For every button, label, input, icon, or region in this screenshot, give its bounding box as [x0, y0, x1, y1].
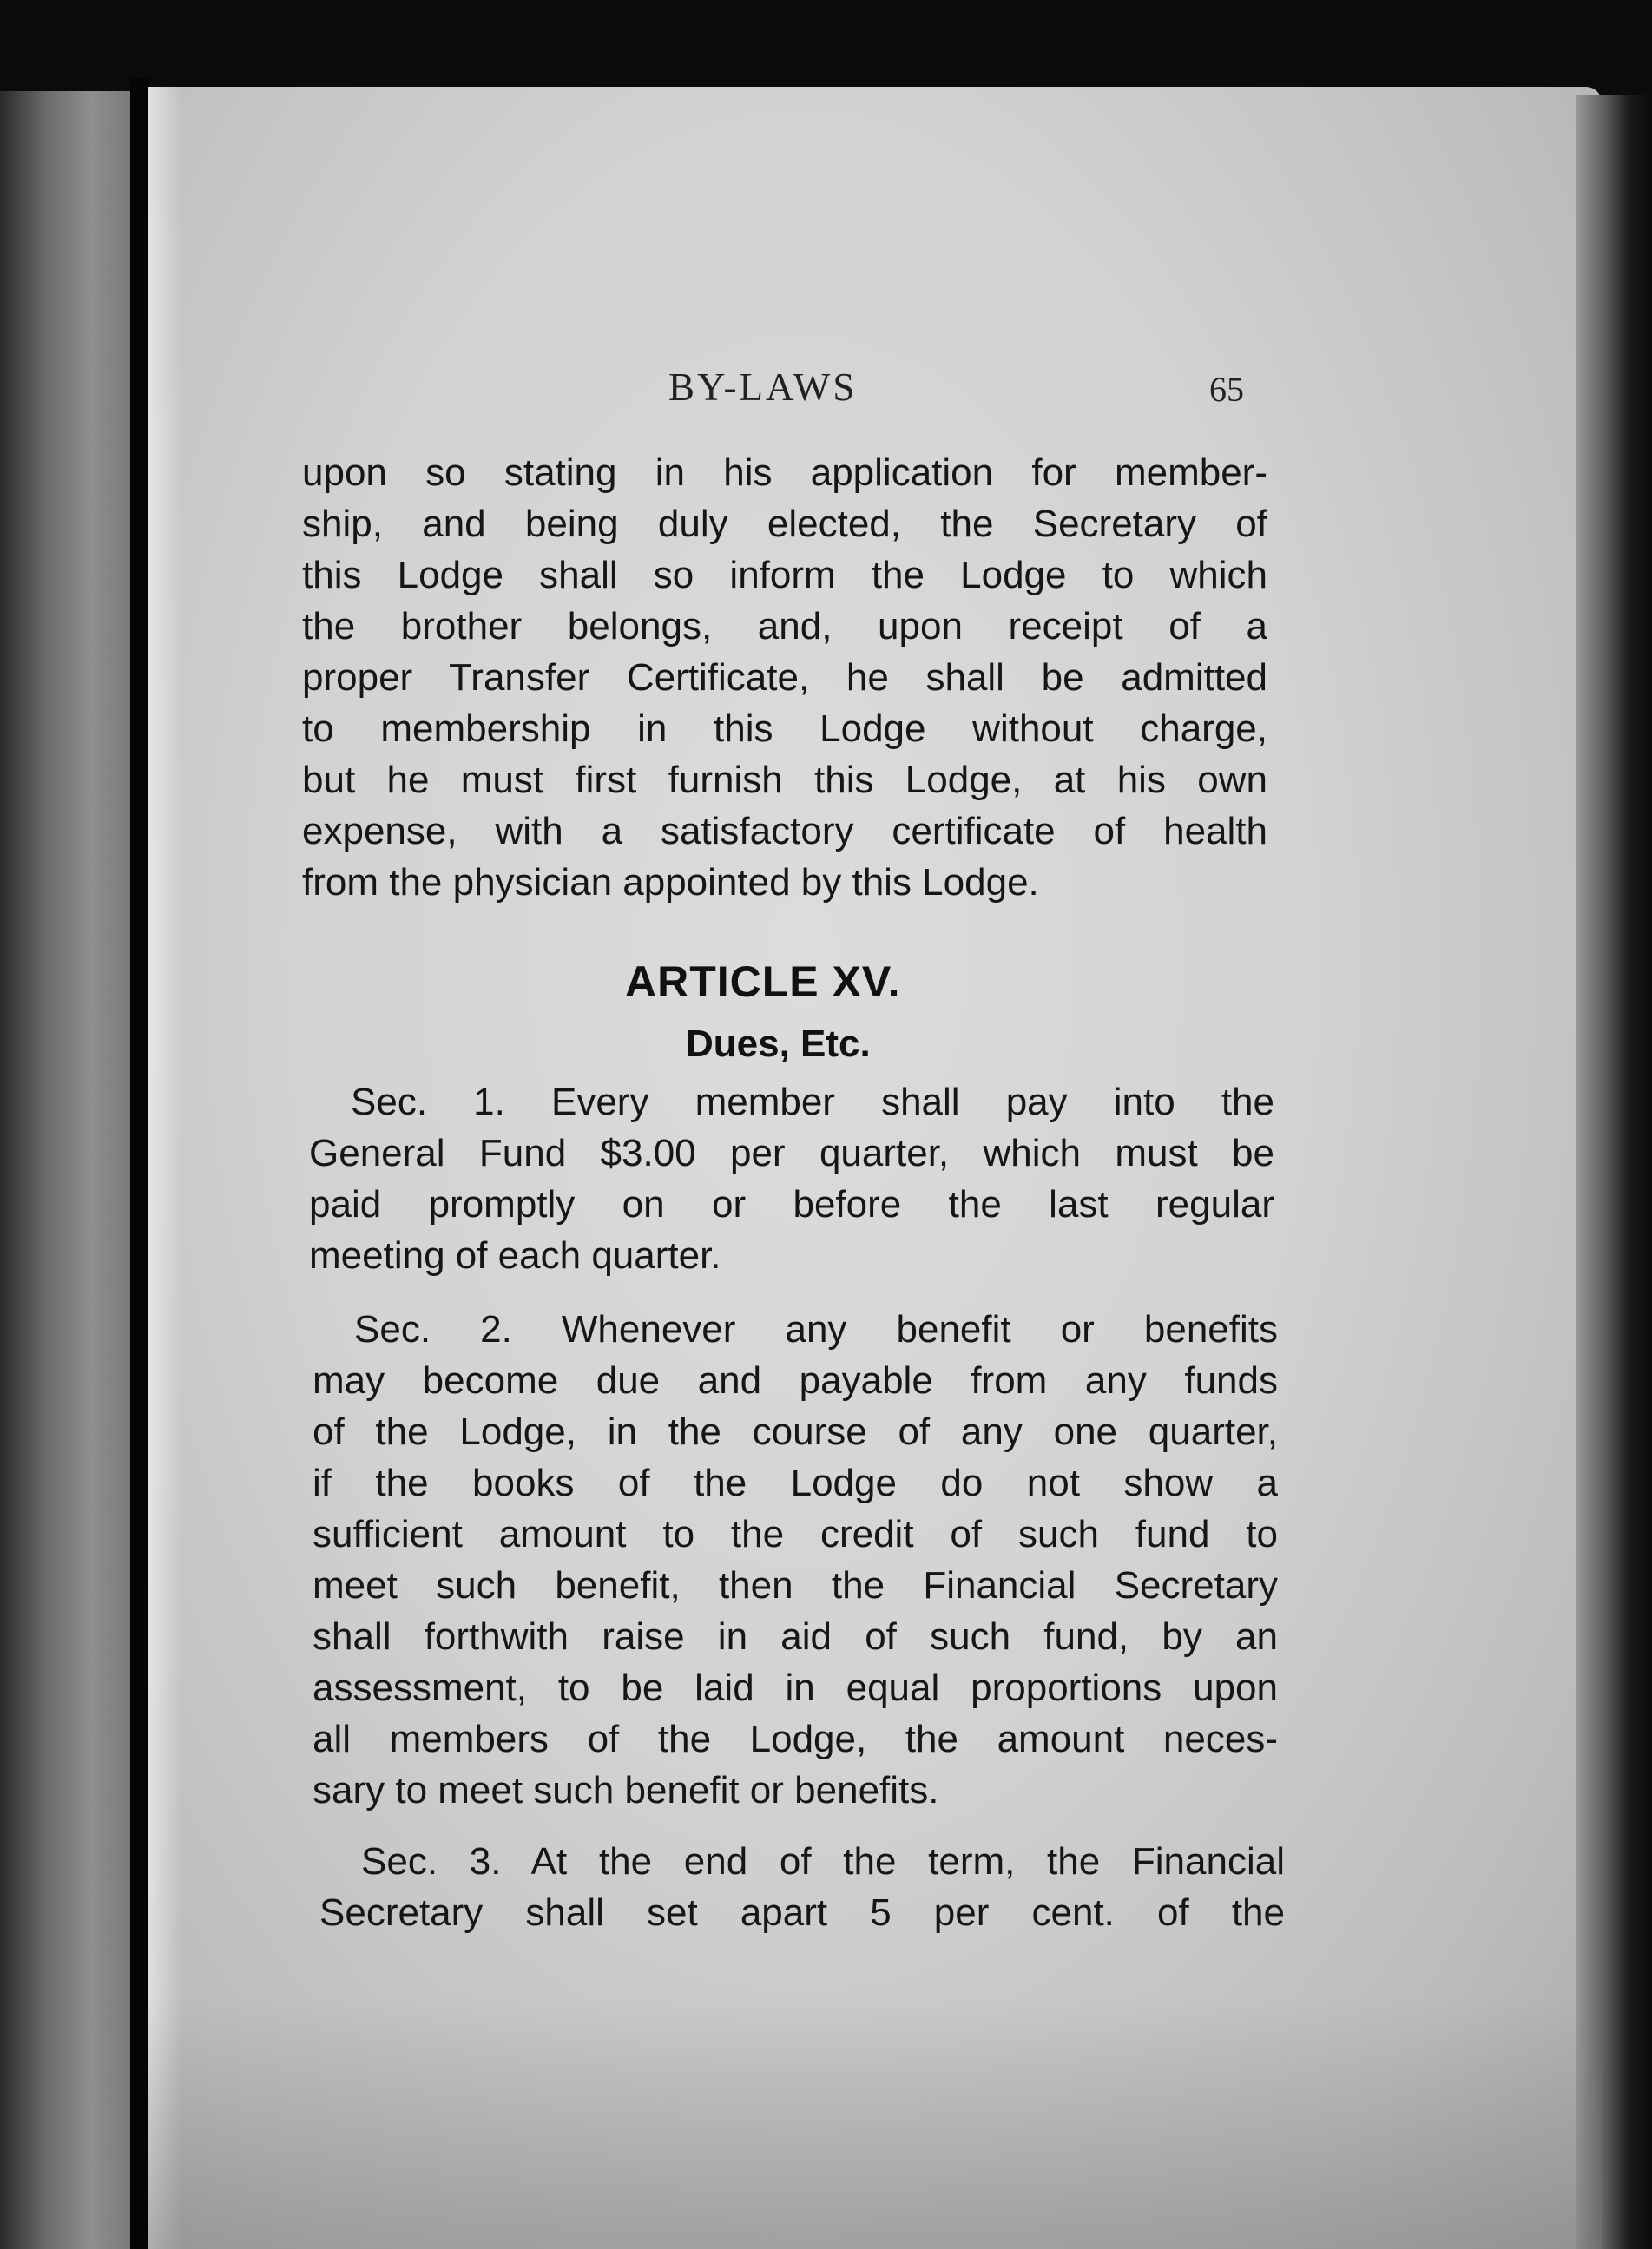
page-right-edge-shadow	[1576, 95, 1652, 2249]
text-line: paid promptly on or before the last regular	[309, 1183, 1274, 1226]
article-subheading: Dues, Etc.	[686, 1023, 871, 1065]
text-line: expense, with a satisfactory certificate of health	[302, 810, 1267, 852]
text-line: shall forthwith raise in aid of such fund, by an	[313, 1615, 1278, 1658]
text-line: Sec. 3. At the end of the term, the Financial	[361, 1840, 1285, 1883]
text-line: sary to meet such benefit or benefits.	[313, 1769, 939, 1812]
text-line: Sec. 1. Every member shall pay into the	[351, 1081, 1274, 1123]
text-line: sufficient amount to the credit of such fund to	[313, 1513, 1278, 1555]
running-head: BY-LAWS	[668, 365, 858, 409]
text-line: but he must first furnish this Lodge, at his own	[302, 759, 1267, 801]
continued-paragraph	[302, 447, 1267, 908]
text-line: all members of the Lodge, the amount neces-	[313, 1718, 1278, 1760]
section-2	[313, 1304, 1278, 1816]
text-line: from the physician appointed by this Lodge.	[302, 861, 1039, 904]
text-line: meeting of each quarter.	[309, 1234, 721, 1277]
text-line: may become due and payable from any funds	[313, 1359, 1278, 1402]
text-line: Secretary shall set apart 5 per cent. of the	[319, 1891, 1285, 1934]
text-line: of the Lodge, in the course of any one quarter,	[313, 1411, 1278, 1453]
text-line: upon so stating in his application for member-	[302, 451, 1267, 494]
text-line: proper Transfer Certificate, he shall be admitted	[302, 656, 1267, 699]
text-line: if the books of the Lodge do not show a	[313, 1462, 1278, 1504]
text-line: meet such benefit, then the Financial Secretary	[313, 1564, 1278, 1607]
section-3	[319, 1836, 1285, 1938]
text-line: to membership in this Lodge without charge,	[302, 707, 1267, 750]
text-line: ship, and being duly elected, the Secretary of	[302, 503, 1267, 545]
section-1	[309, 1076, 1274, 1281]
book-gutter	[130, 78, 149, 2249]
text-line: General Fund $3.00 per quarter, which must be	[309, 1132, 1274, 1174]
adjacent-page-edge	[0, 91, 130, 2249]
text-line: the brother belongs, and, upon receipt of a	[302, 605, 1267, 648]
text-line: Sec. 2. Whenever any benefit or benefits	[354, 1308, 1278, 1351]
page-bottom-shadow	[148, 1996, 1602, 2249]
text-line: this Lodge shall so inform the Lodge to which	[302, 554, 1267, 596]
page-inner-highlight	[148, 87, 182, 2249]
article-heading: ARTICLE XV.	[625, 957, 901, 1006]
page-number: 65	[1209, 370, 1244, 409]
text-line: assessment, to be laid in equal proportions upon	[313, 1667, 1278, 1709]
